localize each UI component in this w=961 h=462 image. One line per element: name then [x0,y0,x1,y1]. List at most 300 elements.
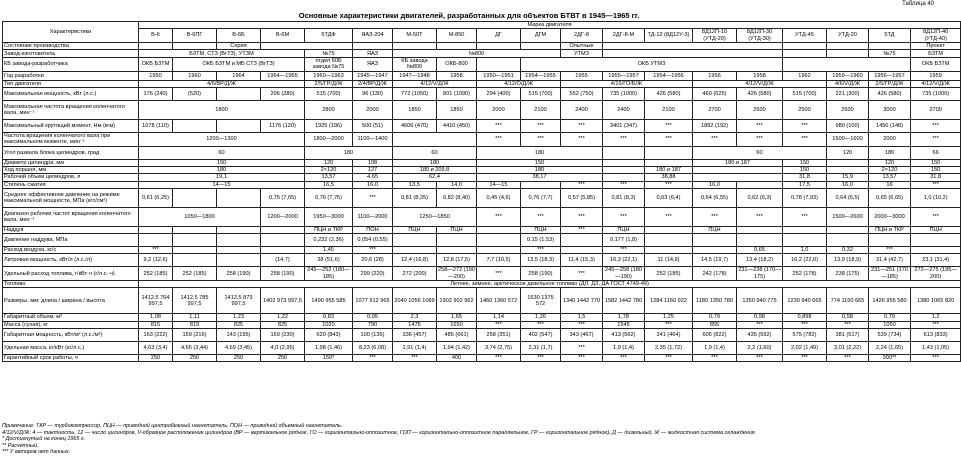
table-cell [261,42,353,49]
note-line: Примечание: ТКР — турбокомпрессор, ПЦН — приводной центробежный нагнетатель, ПОН — приводной объемный нагнетатель. [2,423,343,429]
table-cell: 11 (14,9) [645,254,693,267]
table-cell: 1964—1965 [261,71,305,80]
table-cell: 1,94 (1,42) [437,341,477,354]
table-cell: *** [353,188,393,207]
table-cell: 96 (130) [353,88,393,101]
engine-header-cell: 8Д12П-10 (УТД-20) [693,29,737,43]
table-row [3,133,961,147]
table-row [3,314,961,321]
table-cell: 1450 (148) [869,120,911,133]
table-cell [173,42,217,49]
table-cell: ЯАЗ [353,58,393,72]
table-cell: 13,5 (18,3) [521,254,561,267]
table-cell: 16,0 [827,181,869,188]
table-cell: 1954—1956 [645,71,693,80]
table-cell: 1,22 [261,314,305,321]
table-cell [603,174,645,181]
table-cell: ПЦН [603,226,645,233]
table-cell [477,234,521,247]
table-cell: 1850 [393,101,437,120]
table-cell: 66 [911,146,961,159]
table-cell [911,247,961,254]
table-cell [693,166,783,173]
table-cell [217,188,261,207]
table-cell: 3000 [869,101,911,120]
table-cell: *** [737,120,783,133]
table-cell: 169 (230) [261,328,305,341]
row-label: Завод-изготовитель [3,50,139,58]
table-cell: 0,78 (7,93) [783,188,827,207]
table-cell: 13,9 (18,9) [827,254,869,267]
table-cell: 258 (190) [217,267,261,281]
table-row [3,42,961,49]
row-label: Удельный расход топлива, г/кВт·ч (г/л.с.·ч) [3,267,139,281]
table-cell [217,247,261,254]
table-cell: ПЦН [911,226,961,233]
table-cell: 1402 973 997,5 [261,288,305,314]
table-cell: 1180 1350 780 [693,288,737,314]
table-cell: 12,4 (16,8) [393,254,437,267]
table-cell: *** [645,133,693,147]
table-cell: 1582 1442 780 [603,288,645,314]
table-cell: ПЦН [437,226,477,233]
row-label: Габаритная мощность, кВт/м³ (л.с./м³) [3,328,139,341]
table-cell: 774 1150 665 [827,288,869,314]
table-cell: 180 [305,146,393,159]
table-cell: 2,31 (1,7) [521,341,561,354]
table-row [3,174,961,181]
table-cell [693,234,737,247]
table-cell: 1200—1300 [139,133,305,147]
table-row [3,58,961,72]
table-cell: ПЦН [693,226,737,233]
header-engine-brand: Марка двигателя [139,22,961,29]
row-label: Габаритный объем, м³ [3,314,139,321]
table-cell: 3,74 (2,75) [477,341,521,354]
table-cell: 4/12/V/Д/Ж [393,80,477,87]
table-cell: 150 [139,159,305,166]
table-cell [139,226,173,233]
table-cell: 176 (240) [139,88,173,101]
table-cell [645,247,693,254]
row-label: Масса (сухая), кг [3,321,139,328]
table-cell: *** [477,267,521,281]
table-cell: 2/5/ГР/Д/Ж [869,80,911,87]
table-cell: 1230 940 665 [783,288,827,314]
table-cell: 1950—1951 [477,71,521,80]
engine-header-cell: М-850 [437,29,477,43]
table-row [3,80,961,87]
table-cell: №75 [869,50,911,58]
row-label: Состояние производства [3,42,139,49]
table-cell: 0,95 [353,314,393,321]
table-cell: 1078 (110) [139,120,173,133]
table-cell: *** [477,120,521,133]
table-cell: 13,5 [393,181,437,188]
engine-header-cell: УТД-45 [783,29,827,43]
table-cell: 1,0 (10,2) [911,188,961,207]
table-cell [477,226,521,233]
table-cell [645,146,693,159]
table-cell: 23,1 (31,4) [911,254,961,267]
table-cell: 2100 [521,101,561,120]
table-cell: 38,88 [645,174,693,181]
table-cell: 1490 955 585 [305,288,353,314]
table-cell: 252 (185) [173,267,217,281]
row-label: Рабочий объем цилиндров, л [3,174,139,181]
table-cell: 60 [139,146,305,159]
table-cell: 150 [911,166,961,173]
table-cell: 231—238 (170—175) [738,267,781,280]
table-cell: отдел 60Б завода №75 [305,58,353,72]
table-cell: 1960—1963 [305,71,353,80]
table-cell: 552 (750) [561,88,603,101]
table-cell [437,234,477,247]
table-cell: 180 и 187 [645,166,693,173]
table-cell: 1,45 [305,247,353,254]
table-cell: 242 (178) [693,267,737,281]
table-cell: 0,79 [693,314,737,321]
table-cell: 0,81 (8,25) [393,188,437,207]
table-cell: 2500 [783,101,827,120]
table-cell: 4,65 [353,174,393,181]
table-cell: 2700 [693,101,737,120]
table-cell: 180 [869,146,911,159]
table-cell: 1,43 (1,05) [911,341,961,354]
table-cell: *** [561,267,603,281]
table-cell: *** [693,354,737,361]
table-cell: 20,6 (28) [353,254,393,267]
engine-header-cell: УТД-20 [827,29,869,43]
table-cell: 1475 [393,321,437,328]
table-cell: 4,63 (3,4) [139,341,173,354]
table-cell: ОКБ БЗТМ [139,58,173,72]
table-cell: 252 (178) [783,267,827,281]
table-cell: 163 (222) [139,328,173,341]
row-label: Степень сжатия [3,181,139,188]
table-cell: 825 [217,321,261,328]
table-cell [353,42,393,49]
row-label: Тип двигателя [3,80,139,87]
row-label: Среднее эффективное давление на режиме максимальной мощности, МПа (кгс/см²) [3,188,139,207]
table-cell [521,42,561,49]
table-cell: *** [645,181,693,188]
table-cell: 1,08 [139,314,173,321]
row-label: Диапазон рабочих частот вращения коленчатого вала, мин⁻¹ [3,207,139,226]
table-cell [217,254,261,267]
table-title: Основные характеристики двигателей, разработанных для объектов БТВТ в 1945—1965 гг. [298,11,640,20]
table-cell: 1,25 [645,314,693,321]
table-cell: ПЦН [393,226,437,233]
table-cell: 0,63 (6,4) [645,188,693,207]
table-notes [2,423,936,456]
table-cell: 300** [869,354,911,361]
table-cell: *** [477,321,521,328]
table-cell: *** [561,354,603,361]
table-cell: 1925 (196) [305,120,353,133]
table-cell [561,247,603,254]
table-cell: 12,8 (17,5) [437,254,477,267]
table-cell: 575 (782) [783,328,827,341]
table-cell: 1950 [139,71,173,80]
table-cell: 613 (833) [911,328,961,341]
table-cell: 1100—1400 [353,133,393,147]
row-label: Ход поршня, мм [3,166,139,173]
table-cell: №75 [305,50,353,58]
table-cell: *** [783,354,827,361]
engine-header-cell: ТД-12 (8Д12У-3) [645,29,693,43]
table-cell: 4,69 (3,45) [217,341,261,354]
table-cell: №800 [393,50,561,58]
table-cell: 120 [827,146,869,159]
row-label: Размеры, мм: длина / ширина / высота [3,288,139,314]
note-line: ** Расчетный. [2,442,39,449]
table-cell: 16,3 (22,1) [603,254,645,267]
table-cell: Опытные [561,42,603,49]
table-cell: 500 (51) [353,120,393,133]
table-cell: *** [561,181,603,188]
table-cell: *** [783,207,827,226]
table-cell: 0,83 [305,314,353,321]
table-cell: 17,5 [783,181,827,188]
table-cell [437,42,477,49]
table-cell: 1077 912 965 [353,288,393,314]
table-cell: 1,2 [911,314,961,321]
table-cell: 2600 [827,101,869,120]
table-cell: 1200—2000 [261,207,305,226]
table-cell: УТМЗ [561,50,603,58]
table-cell: 1426 955 580 [869,288,911,314]
table-cell: 2600 [737,101,783,120]
table-cell: 1950—3000 [305,207,353,226]
row-label: Гарантийный срок работы, ч [3,354,139,361]
table-cell: 336 (457) [393,328,437,341]
table-cell [911,234,961,247]
table-cell: 3,01 (2,22) [827,341,869,354]
table-cell: 1250—1850 [393,207,477,226]
engine-header-cell: В-6М [261,29,305,43]
table-cell [603,159,645,166]
table-cell: *** [561,226,603,233]
table-cell: *** [521,120,561,133]
table-cell: 2000—3000 [869,207,911,226]
table-cell: *** [477,207,521,226]
table-cell: 0,57 (5,85) [561,188,603,207]
table-cell: 1959—1960 [827,71,869,80]
table-cell: 245—258 (180—190) [603,267,645,281]
table-cell: *** [737,321,783,328]
table-cell: ПЦН [521,226,561,233]
table-cell: 0,64 (6,5) [827,188,869,207]
table-cell: 1,5 [561,314,603,321]
table-cell: 980 (100) [827,120,869,133]
table-cell: *** [911,181,961,188]
table-cell [261,234,305,247]
table-cell [393,234,437,247]
table-cell: 620 (843) [305,328,353,341]
table-cell: 252 (185) [645,267,693,281]
row-label: КБ завода-разработчика [3,58,139,72]
table-cell: *** [783,120,827,133]
table-cell [783,58,911,72]
table-cell: 14,5 (19,7) [693,254,737,267]
table-cell [437,247,477,254]
table-cell: 1,98 (1,46) [305,341,353,354]
row-label: Топливо [3,281,139,288]
table-cell: 1,78 [603,314,645,321]
table-cell: *** [645,120,693,133]
table-cell: 426 (580) [737,88,783,101]
table-cell: 38,17 [477,174,603,181]
table-cell: 15,9 [827,174,869,181]
table-cell: Проект [911,42,961,49]
table-cell: *** [521,354,561,361]
table-cell: 100 (136) [353,328,393,341]
table-cell [603,146,645,159]
table-cell: 3401 (347) [603,120,645,133]
table-cell: Летнее, зимнее, арктическое дизельное топливо (ДЛ, ДЗ, ДА ГОСТ 4749-49) [139,281,961,288]
table-cell: 1630 1375 572 [521,288,561,314]
table-cell: 460 (625) [693,88,737,101]
engine-header-cell: 8Д12П-30 (УТД-30) [737,29,783,43]
table-cell: 0,76 (7,7) [521,188,561,207]
table-cell: ПОН [353,226,393,233]
table-cell: 60 [393,146,477,159]
table-cell: 250 [173,354,217,361]
table-cell: *** [693,133,737,147]
table-cell: 2400 [603,101,645,120]
table-cell: 11,4 (15,3) [561,254,603,267]
table-cell: ЯАЗ [353,50,393,58]
table-cell [693,174,783,181]
table-cell: 38 (51,6) [305,254,353,267]
table-cell: 815 [139,321,173,328]
table-cell: 16,5 [305,181,353,188]
table-cell: 206 (280) [261,88,305,101]
table-row [3,341,961,354]
table-cell: 341 (464) [645,328,693,341]
table-cell: 180 [139,166,305,173]
table-row [3,207,961,226]
table-cell: 4/6/V/Д/Ж [827,80,869,87]
table-cell: 16,0 [693,181,737,188]
table-row [3,50,961,58]
table-cell: 250 [139,354,173,361]
table-row [3,267,961,281]
table-cell: 0,98 [737,314,783,321]
table-cell [477,42,521,49]
table-cell: 1,9 (1,4) [603,341,645,354]
table-cell: 772 (1050) [393,88,437,101]
table-cell: 299 (220) [353,267,393,281]
table-row [3,146,961,159]
table-cell: *** [737,133,783,147]
engine-header-cell: 8Д12П-40 (УТД-40) [911,29,961,43]
table-cell: ОКБ БЗТМ и МБ СТЗ (ВгТЗ) [173,58,305,72]
table-cell: 1,65 [437,314,477,321]
table-cell: 539 (734) [869,328,911,341]
table-cell [477,58,521,72]
row-label: Год разработки [3,71,139,80]
table-cell: 13,57 [869,174,911,181]
table-cell: 180 [393,159,477,166]
table-cell: 2×120 [305,166,353,173]
table-cell: 2,35 (1,72) [645,341,693,354]
header-characteristics: Характеристики [3,22,139,43]
table-cell: 0,61 (6,25) [139,188,173,207]
table-cell [393,247,437,254]
table-cell: 1350 940 775 [737,288,783,314]
table-cell: 2/5/ГР/Д/Ж [305,80,353,87]
engine-header-cell: М-50Т [393,29,437,43]
table-cell: 1947—1948 [393,71,437,80]
table-cell: 1958 [737,71,783,80]
table-cell: 2700 [911,101,961,120]
row-label: Максимальная частота вращения коленчатого вала, мин⁻¹ [3,101,139,120]
table-cell: 2100 [645,101,693,120]
table-cell [645,159,693,166]
row-label: Угол развала блока цилиндров, град [3,146,139,159]
table-cell [645,234,693,247]
table-cell: *** [353,354,393,361]
table-cell: 252 (185) [139,267,173,281]
table-cell: *** [869,247,911,254]
table-cell: 1050—1800 [139,207,261,226]
table-cell: ОКБ-800 [437,58,477,72]
table-cell [261,226,305,233]
table-cell: 1,9 (1,4) [693,341,737,354]
table-cell: 16 [869,181,911,188]
table-cell: 0,81 (8,3) [603,188,645,207]
table-cell: 1100—2000 [353,207,393,226]
table-cell: 2×120 [869,166,911,173]
table-cell: *** [911,207,961,226]
table-cell [173,234,217,247]
table-cell: КБ завода №800 [393,58,437,72]
table-cell [173,120,217,133]
table-cell: 402 (547) [521,328,561,341]
table-cell: 272 (200) [393,267,437,281]
table-cell: 1850 [437,101,477,120]
table-cell: *** [783,321,827,328]
table-cell [603,166,645,173]
table-cell: 1650 [437,321,477,328]
table-cell: *** [561,133,603,147]
table-cell [477,247,521,254]
table-cell: 435 (592) [737,328,783,341]
row-label: Литровая мощность, кВт/л (л.с./л) [3,254,139,267]
table-cell: 180 и 209,8 [393,166,477,173]
table-cell [783,226,827,233]
table-cell: 819 [173,321,217,328]
table-cell: 1380 1065 820 [911,288,961,314]
table-row [3,247,961,254]
table-cell: 1945—1947 [353,71,393,80]
table-cell: 1,11 [173,314,217,321]
table-cell: 1500—2600 [827,207,869,226]
engine-header-cell: 2ДГ-8 [561,29,603,43]
table-row [3,226,961,233]
table-cell: 0,15 (1,53) [521,234,561,247]
table-cell: *** [645,321,693,328]
table-cell [827,42,869,49]
table-cell: 0,75 (7,65) [261,188,305,207]
table-cell: 16,0 [353,181,393,188]
table-cell [173,226,217,233]
table-cell: 14,0 [437,181,477,188]
table-cell: *** [477,354,521,361]
table-cell: 120 [305,159,353,166]
